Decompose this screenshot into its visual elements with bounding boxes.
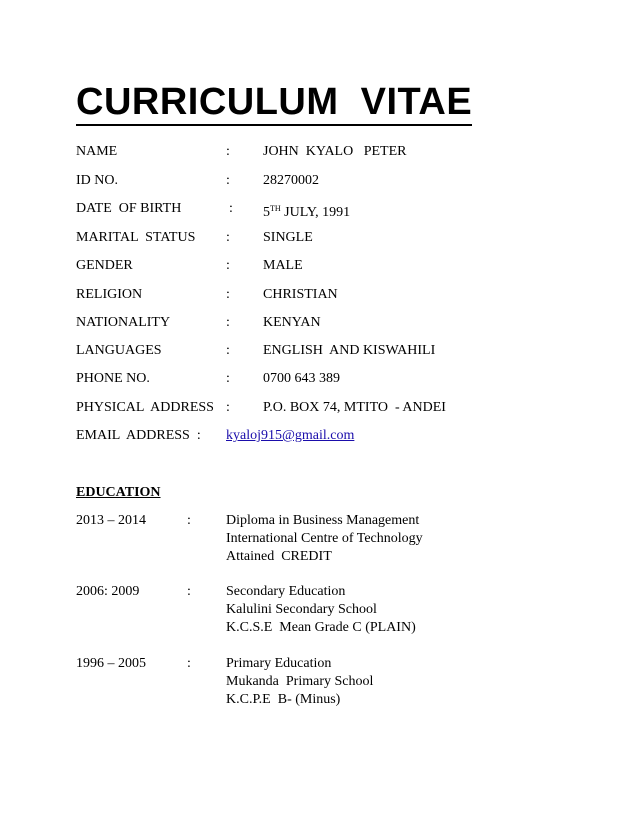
languages-value: ENGLISH AND KISWAHILI [263,343,436,358]
nationality-label: NATIONALITY [76,315,171,330]
email-label: EMAIL ADDRESS : [76,428,201,443]
nationality-value: KENYAN [263,315,321,330]
colon: : [226,258,230,273]
colon: : [226,400,230,415]
address-label: PHYSICAL ADDRESS [76,400,214,415]
education-line: Diploma in Business Management [226,513,420,528]
education-line: Secondary Education [226,584,346,599]
colon: : [187,584,191,599]
gender-label: GENDER [76,258,133,273]
religion-label: RELIGION [76,287,143,302]
dob-day: 5 [263,205,270,220]
phone-label: PHONE NO. [76,371,150,386]
dob-month-year: JULY, 1991 [280,205,351,220]
name-value: JOHN KYALO PETER [263,144,407,159]
religion-value: CHRISTIAN [263,287,338,302]
colon: : [226,230,230,245]
education-years: 2006: 2009 [76,584,140,599]
id-value: 28270002 [263,173,319,188]
education-heading: EDUCATION [76,485,161,500]
dob-suffix: TH [270,204,281,213]
education-years: 1996 – 2005 [76,656,146,671]
dob-value [263,200,350,222]
education-line: K.C.P.E B- (Minus) [226,692,341,707]
colon: : [187,513,191,528]
colon: : [226,371,230,386]
colon: : [226,144,230,159]
colon: : [226,287,230,302]
page-title: CURRICULUM VITAE [76,80,472,126]
education-line: International Centre of Technology [226,531,423,546]
education-line: Primary Education [226,656,332,671]
colon: : [187,656,191,671]
phone-value: 0700 643 389 [263,371,340,386]
email-link[interactable]: kyaloj915@gmail.com [226,428,355,443]
colon: : [226,343,230,358]
colon: : [226,315,230,330]
languages-label: LANGUAGES [76,343,162,358]
education-line: K.C.S.E Mean Grade C (PLAIN) [226,620,416,635]
id-label: ID NO. [76,173,118,188]
education-line: Kalulini Secondary School [226,602,377,617]
name-label: NAME [76,144,118,159]
dob-label: DATE OF BIRTH [76,201,182,216]
education-years: 2013 – 2014 [76,513,146,528]
education-line: Mukanda Primary School [226,674,374,689]
address-value: P.O. BOX 74, MTITO - ANDEI [263,400,446,415]
marital-status-value: SINGLE [263,230,313,245]
gender-value: MALE [263,258,303,273]
colon: : [226,173,230,188]
colon: : [229,201,233,216]
marital-status-label: MARITAL STATUS [76,230,196,245]
education-line: Attained CREDIT [226,549,332,564]
